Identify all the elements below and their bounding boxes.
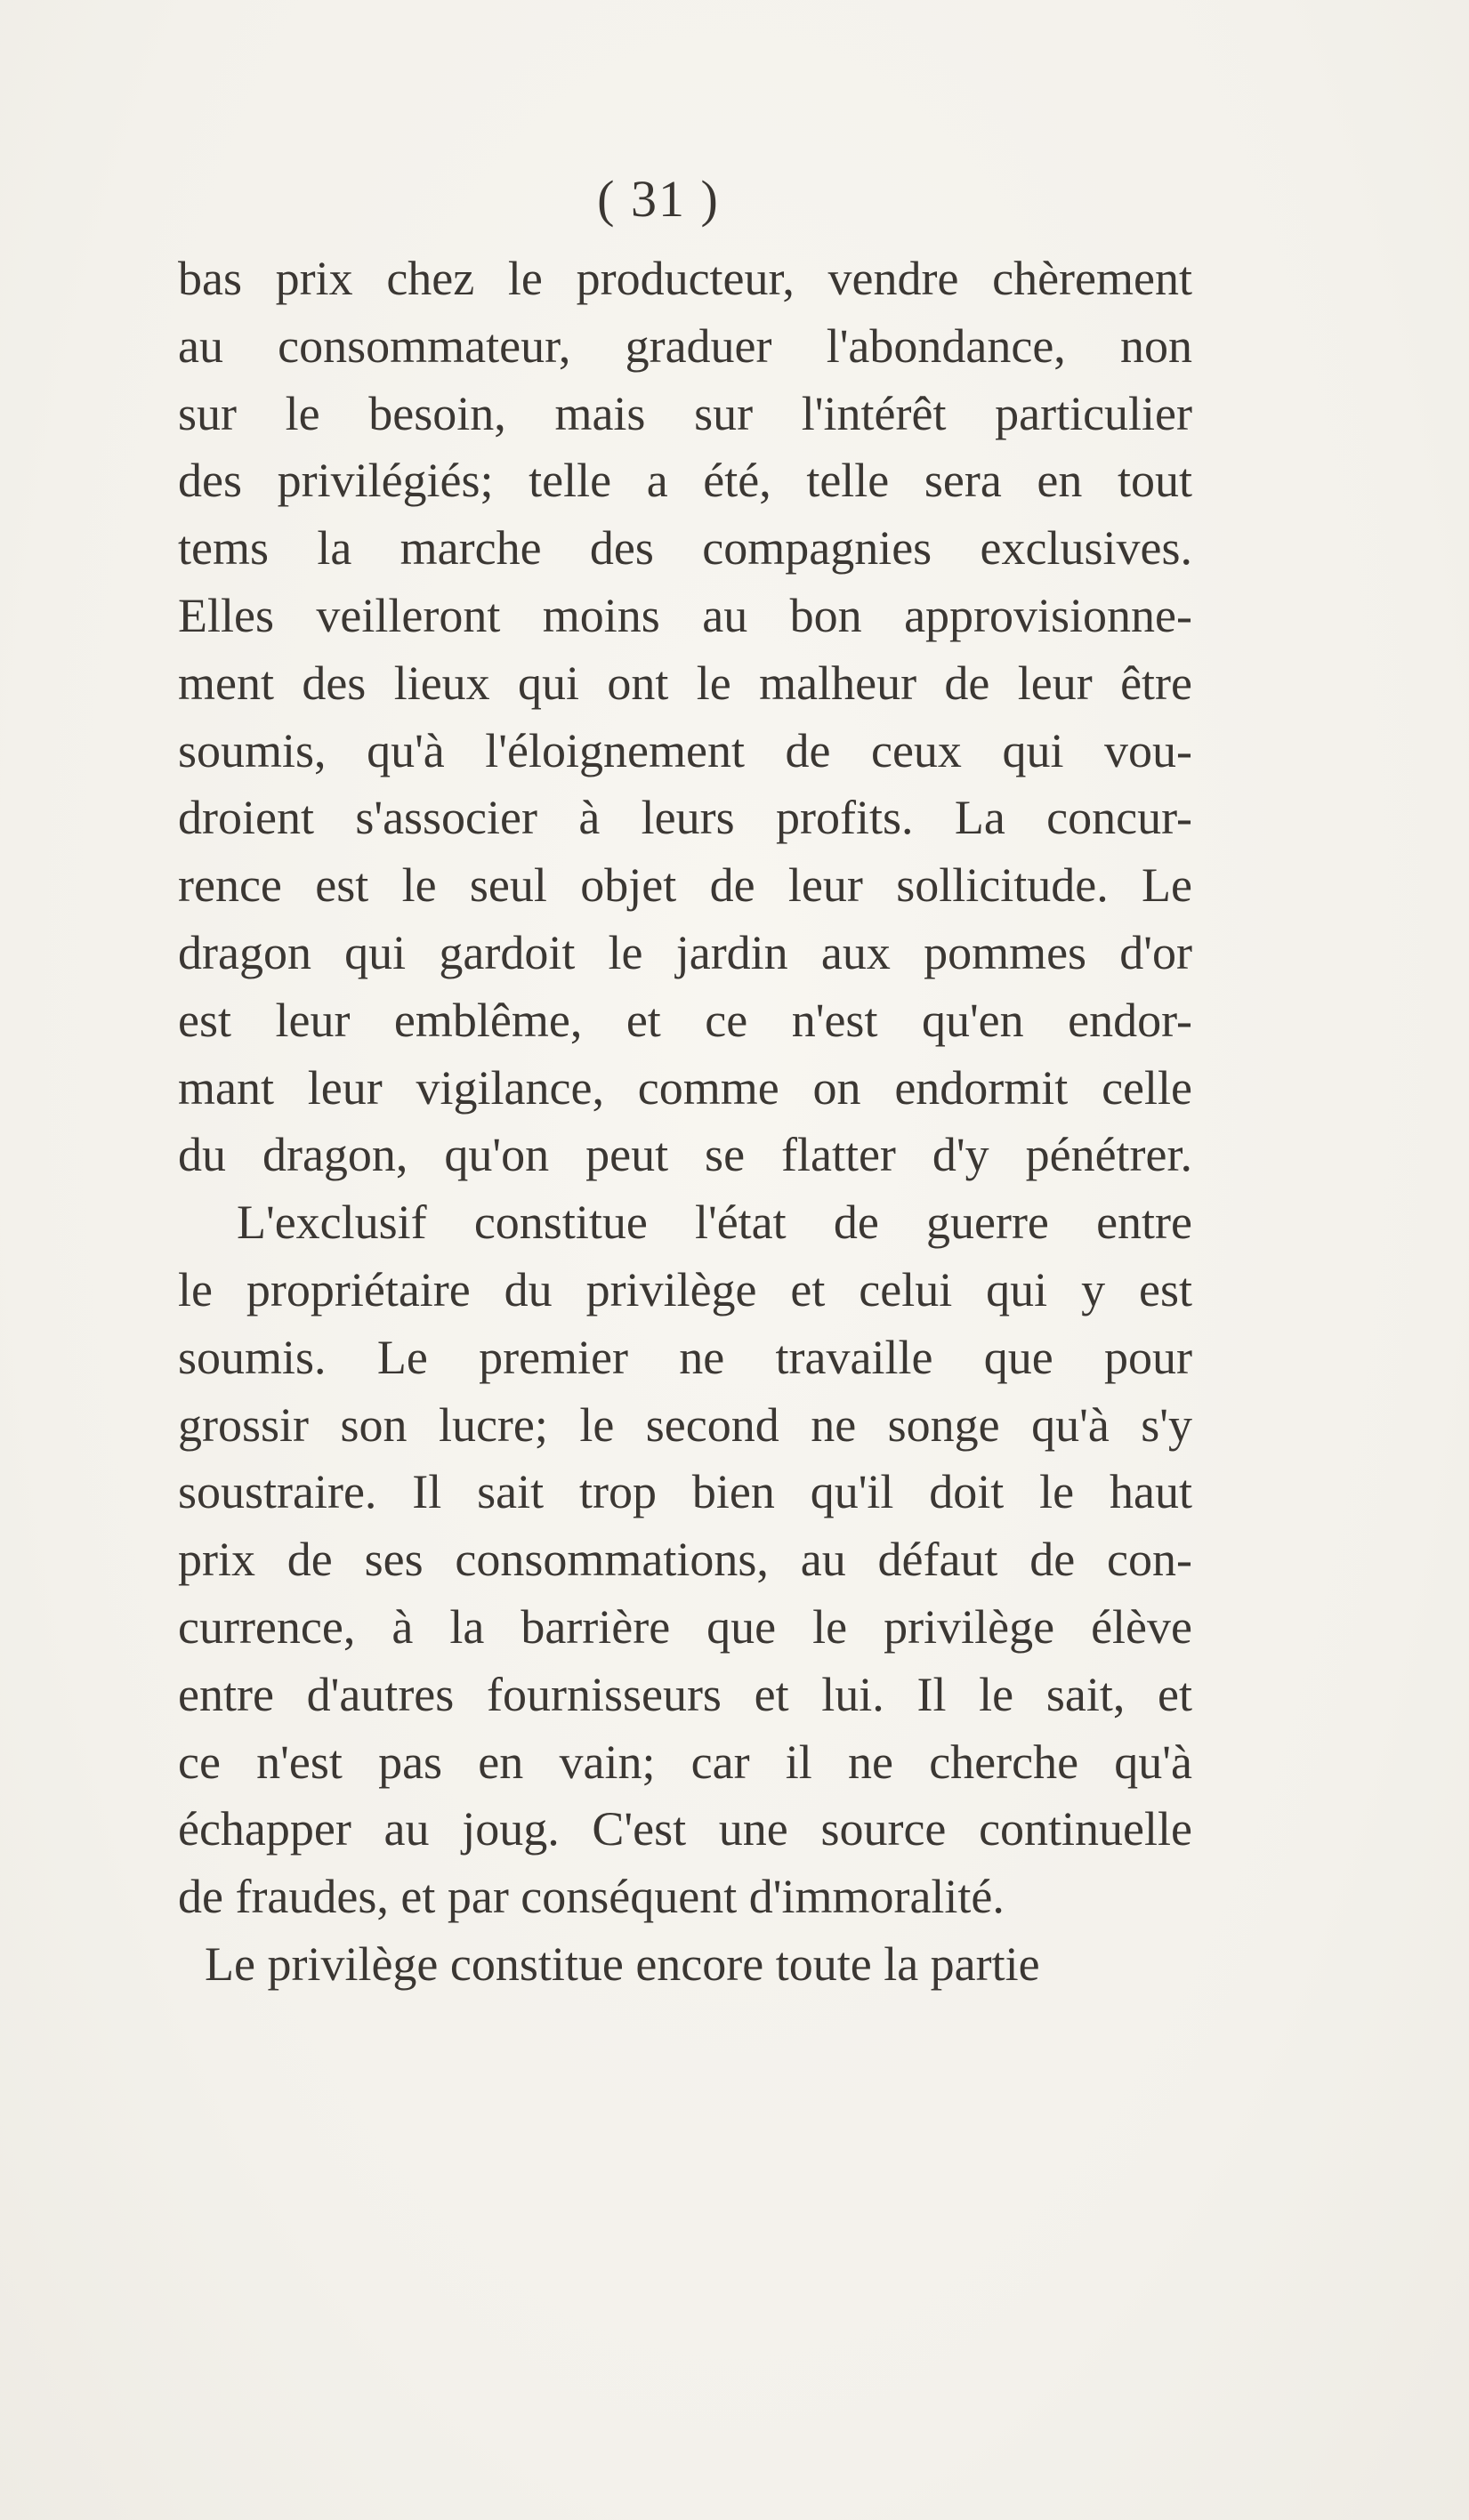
text-line: de fraudes, et par conséquent d'immoralité. [178,1870,1005,1924]
text-line: grossir son lucre; le second ne songe qu'à s'y [178,1397,1192,1452]
text-line: soumis, qu'à l'éloignement de ceux qui vou- [178,723,1192,777]
text-line: du dragon, qu'on peut se flatter d'y pénétrer. [178,1128,1192,1182]
text-line: dragon qui gardoit le jardin aux pommes d'or [178,925,1192,979]
text-line: entre d'autres fournisseurs et lui. Il le sait, et [178,1667,1192,1721]
text-line: est leur emblême, et ce n'est qu'en endor- [178,993,1192,1047]
text-line: soustraire. Il sait trop bien qu'il doit le haut [178,1465,1192,1519]
body-text [178,246,1192,1999]
paragraph-start-line: Le privilège constitue encore toute la partie [205,1936,1040,1991]
text-line: échapper au joug. C'est une source continuelle [178,1802,1192,1856]
text-line: le propriétaire du privilège et celui qui y est [178,1262,1192,1316]
text-line: prix de ses consommations, au défaut de con- [178,1533,1192,1587]
text-line: bas prix chez le producteur, vendre chèrement [178,252,1192,305]
text-line: ce n'est pas en vain; car il ne cherche qu'à [178,1735,1192,1789]
text-line: au consommateur, graduer l'abondance, non [178,318,1192,373]
text-line: sur le besoin, mais sur l'intérêt particulier [178,386,1192,440]
page-number: ( 31 ) [597,170,720,228]
paragraph-start-line: L'exclusif constitue l'état de guerre entre [237,1196,1192,1250]
text-line: droient s'associer à leurs profits. La concur- [178,791,1192,845]
text-line: rence est le seul objet de leur sollicitude. Le [178,858,1192,913]
text-line: tems la marche des compagnies exclusives. [178,521,1192,576]
text-line: Elles veilleront moins au bon approvisionne- [178,588,1192,642]
text-line: des privilégiés; telle a été, telle sera en tout [178,454,1192,508]
text-line: mant leur vigilance, comme on endormit celle [178,1060,1192,1115]
text-line: ment des lieux qui ont le malheur de leur être [178,656,1192,710]
text-line: currence, à la barrière que le privilège élève [178,1599,1192,1654]
text-line: soumis. Le premier ne travaille que pour [178,1330,1192,1384]
